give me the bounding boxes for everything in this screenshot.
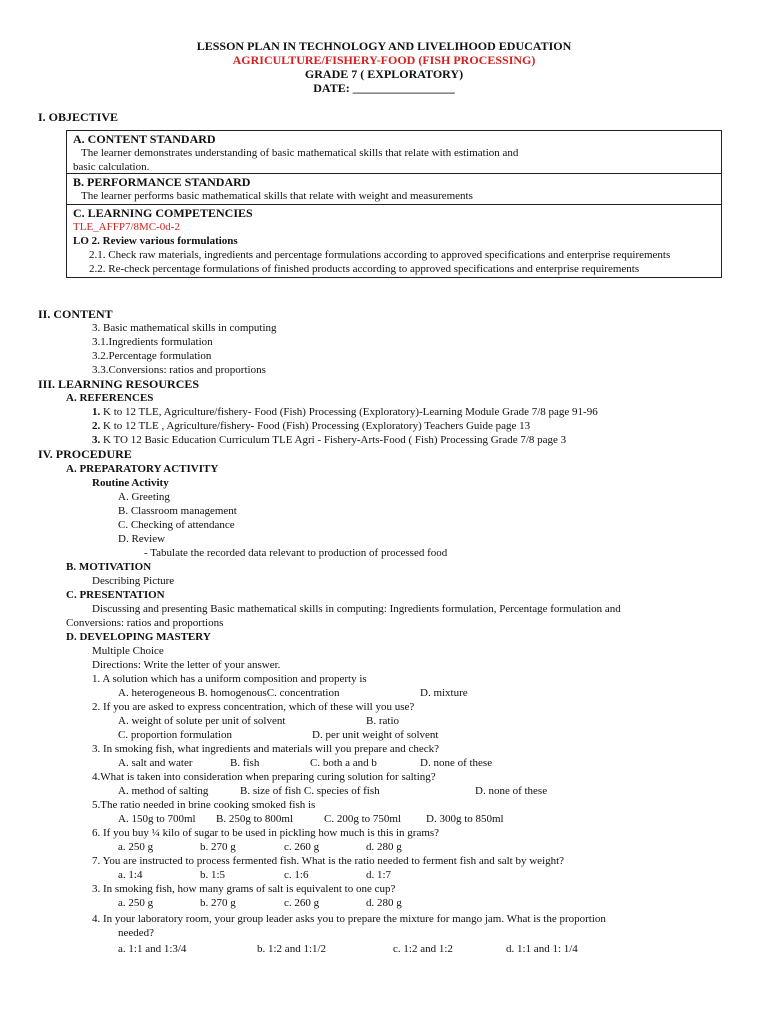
directions: Directions: Write the letter of your answer. xyxy=(92,659,281,671)
quiz-question: 3. In smoking fish, how many grams of salt is equivalent to one cup? xyxy=(92,883,396,895)
references-heading: A. REFERENCES xyxy=(66,392,154,404)
content-item: 3.3.Conversions: ratios and proportions xyxy=(92,364,266,376)
preparatory-heading: A. PREPARATORY ACTIVITY xyxy=(66,463,219,475)
quiz-option: c. 260 g xyxy=(284,897,320,909)
learning-competencies-title: C. LEARNING COMPETENCIES xyxy=(73,206,253,220)
quiz-option: B. fish xyxy=(230,757,260,769)
quiz-option: a. 1:1 and 1:3/4 xyxy=(118,943,187,955)
objective-table xyxy=(66,130,722,278)
quiz-option: C. proportion formulation xyxy=(118,729,232,741)
quiz-option: A. heterogeneous B. homogenousC. concentration xyxy=(118,687,340,699)
learning-competencies-cell xyxy=(67,205,721,277)
performance-standard-cell xyxy=(67,174,721,205)
quiz-option: B. ratio xyxy=(366,715,399,727)
content-standard-title: A. CONTENT STANDARD xyxy=(73,132,216,146)
quiz-option: B. size of fish C. species of fish xyxy=(240,785,380,797)
quiz-option: c. 1:2 and 1:2 xyxy=(393,943,453,955)
quiz-option: D. per unit weight of solvent xyxy=(312,729,439,741)
competency-item-2: 2.2. Re-check percentage formulations of finished products according to approved specifications and enterprise requirements xyxy=(89,263,640,275)
content-item: 3.2.Percentage formulation xyxy=(92,350,212,362)
routine-heading: Routine Activity xyxy=(92,477,169,489)
quiz-option: c. 1:6 xyxy=(284,869,309,881)
reference-item: 1. K to 12 TLE, Agriculture/fishery- Food (Fish) Processing (Exploratory)-Learning Module Grade 7/8 page 91-96 xyxy=(92,406,598,418)
quiz-option: a. 250 g xyxy=(118,841,154,853)
quiz-option: A. weight of solute per unit of solvent xyxy=(118,715,286,727)
quiz-question: 4.What is taken into consideration when preparing curing solution for salting? xyxy=(92,771,436,783)
content-standard-text-cont: basic calculation. xyxy=(73,161,150,173)
content-item: 3. Basic mathematical skills in computing xyxy=(92,322,277,334)
quiz-option: d. 280 g xyxy=(366,897,402,909)
document-title: LESSON PLAN IN TECHNOLOGY AND LIVELIHOOD EDUCATION xyxy=(196,39,572,53)
document-subject: AGRICULTURE/FISHERY-FOOD (FISH PROCESSING) xyxy=(232,53,536,67)
performance-standard-title: B. PERFORMANCE STANDARD xyxy=(73,175,251,189)
quiz-option: A. salt and water xyxy=(118,757,193,769)
quiz-question-cont: needed? xyxy=(118,927,155,939)
quiz-question: 3. In smoking fish, what ingredients and materials will you prepare and check? xyxy=(92,743,440,755)
reference-item: 2. K to 12 TLE , Agriculture/fishery- Food (Fish) Processing (Exploratory) Teachers Guide page 13 xyxy=(92,420,531,432)
quiz-option: b. 270 g xyxy=(200,841,236,853)
routine-item: B. Classroom management xyxy=(118,505,237,517)
quiz-option: C. 200g to 750ml xyxy=(324,813,402,825)
lo-title: LO 2. Review various formulations xyxy=(73,235,238,247)
resources-heading: III. LEARNING RESOURCES xyxy=(38,377,200,391)
document-grade: GRADE 7 ( EXPLORATORY) xyxy=(304,67,464,81)
quiz-question: 7. You are instructed to process fermented fish. What is the ratio needed to ferment fish and salt by weight? xyxy=(92,855,565,867)
review-note: - Tabulate the recorded data relevant to production of processed food xyxy=(144,547,448,559)
objective-heading: I. OBJECTIVE xyxy=(38,110,119,124)
content-standard-cell xyxy=(67,131,721,174)
quiz-question: 4. In your laboratory room, your group leader asks you to prepare the mixture for mango jam. What is the proportion xyxy=(92,913,606,925)
quiz-option: b. 1:2 and 1:1/2 xyxy=(257,943,327,955)
quiz-question: 1. A solution which has a uniform composition and property is xyxy=(92,673,367,685)
mastery-heading: D. DEVELOPING MASTERY xyxy=(66,631,211,643)
quiz-option: D. none of these xyxy=(420,757,493,769)
quiz-question: 2. If you are asked to express concentration, which of these will you use? xyxy=(92,701,415,713)
quiz-option: d. 1:7 xyxy=(366,869,392,881)
content-standard-text: The learner demonstrates understanding of basic mathematical skills that relate with estimation and xyxy=(81,147,519,159)
quiz-option: C. both a and b xyxy=(310,757,377,769)
quiz-option: A. method of salting xyxy=(118,785,209,797)
content-heading: II. CONTENT xyxy=(38,307,113,321)
quiz-option: D. 300g to 850ml xyxy=(426,813,504,825)
procedure-heading: IV. PROCEDURE xyxy=(38,447,132,461)
quiz-option: B. 250g to 800ml xyxy=(216,813,294,825)
quiz-question: 5.The ratio needed in brine cooking smoked fish is xyxy=(92,799,316,811)
quiz-option: b. 1:5 xyxy=(200,869,226,881)
routine-item: D. Review xyxy=(118,533,166,545)
document-date: DATE: _________________ xyxy=(313,81,455,95)
motivation-text: Describing Picture xyxy=(92,575,175,587)
performance-standard-text: The learner performs basic mathematical skills that relate with weight and measurements xyxy=(81,190,473,202)
quiz-option: d. 280 g xyxy=(366,841,402,853)
presentation-text-cont: Conversions: ratios and proportions xyxy=(66,617,224,629)
quiz-option: D. mixture xyxy=(420,687,468,699)
quiz-option: d. 1:1 and 1: 1/4 xyxy=(506,943,578,955)
competency-item-1: 2.1. Check raw materials, ingredients and percentage formulations according to approved specifications and enterprise requirements xyxy=(89,249,671,261)
quiz-option: c. 260 g xyxy=(284,841,320,853)
presentation-heading: C. PRESENTATION xyxy=(66,589,165,601)
mastery-type: Multiple Choice xyxy=(92,645,164,657)
routine-item: C. Checking of attendance xyxy=(118,519,235,531)
competency-code: TLE_AFFP7/8MC-0d-2 xyxy=(73,221,180,233)
presentation-text: Discussing and presenting Basic mathematical skills in computing: Ingredients formulation, Percentage formulation and xyxy=(92,603,621,615)
motivation-heading: B. MOTIVATION xyxy=(66,561,152,573)
quiz-option: a. 1:4 xyxy=(118,869,143,881)
quiz-option: A. 150g to 700ml xyxy=(118,813,196,825)
quiz-option: a. 250 g xyxy=(118,897,154,909)
reference-item: 3. K TO 12 Basic Education Curriculum TLE Agri - Fishery-Arts-Food ( Fish) Processing Grade 7/8 page 3 xyxy=(92,434,567,446)
content-item: 3.1.Ingredients formulation xyxy=(92,336,213,348)
quiz-option: D. none of these xyxy=(475,785,548,797)
routine-item: A. Greeting xyxy=(118,491,170,503)
quiz-option: b. 270 g xyxy=(200,897,236,909)
quiz-question: 6. If you buy ¼ kilo of sugar to be used in pickling how much is this in grams? xyxy=(92,827,440,839)
